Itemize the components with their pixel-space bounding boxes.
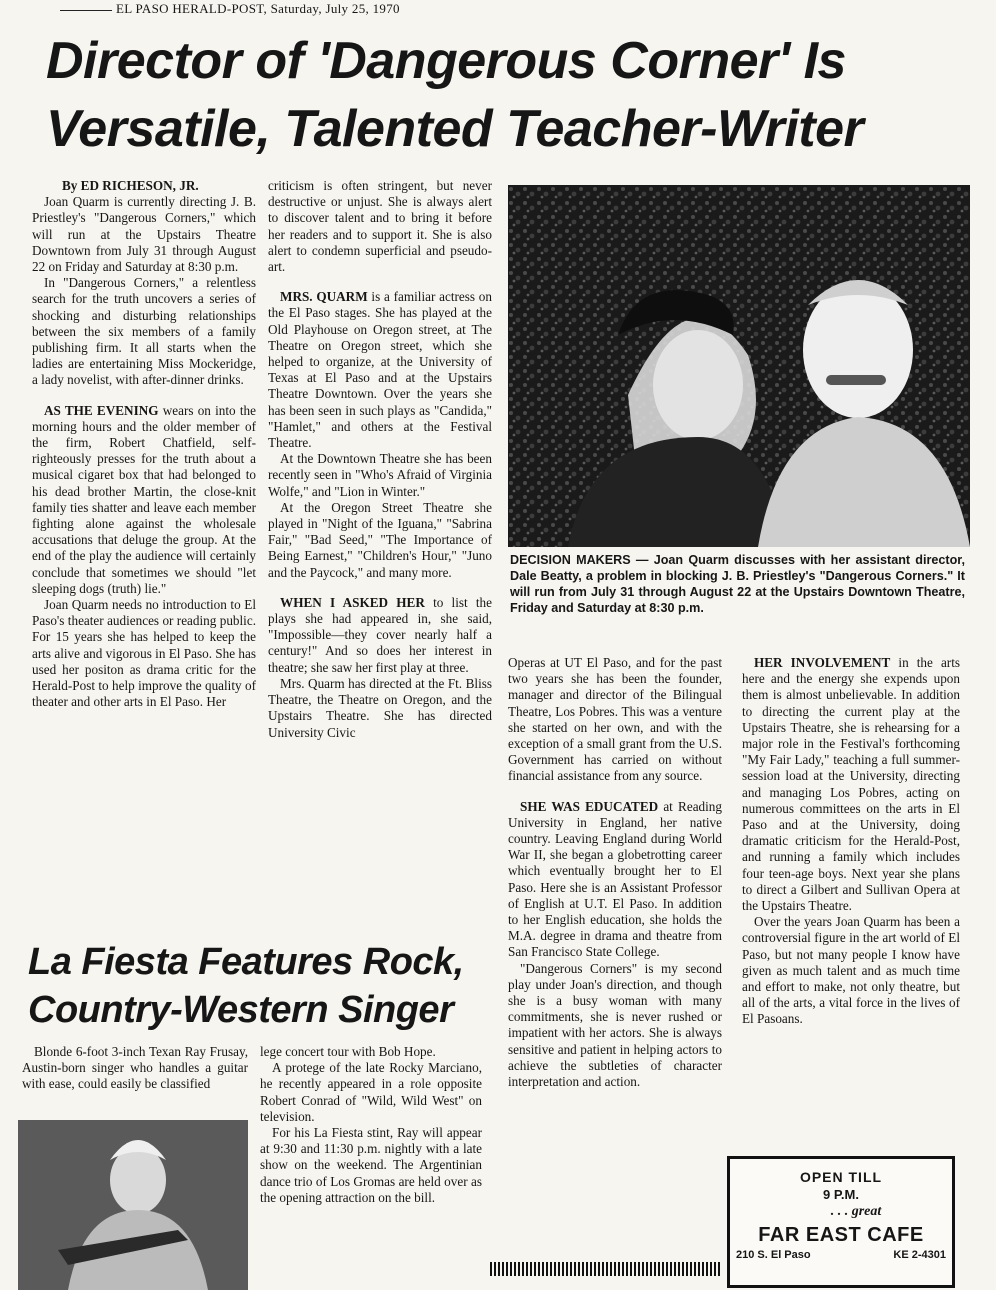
paragraph-lead: SHE WAS EDUCATED xyxy=(520,798,659,814)
paragraph-text: to list the plays she had appeared in, she said, "Impossible—they cover nearly half a century!" And so does her interest in theatre; she saw her first play at three. xyxy=(268,594,492,675)
paragraph-text: Operas at UT El Paso, and for the past two years she has been the founder, manager and director of the Bilingual Theatre, Los Pobres. This was a venture she started on her own, and with the exception of a small grant from the U.S. Government has carried on without financial assistance from any source. xyxy=(508,655,722,784)
paragraph xyxy=(508,655,722,785)
paragraph-text: A protege of the late Rocky Marciano, he recently appeared in a role opposite Robert Conrad of "Wild, Wild West" on television. xyxy=(260,1060,482,1124)
paragraph xyxy=(260,1060,482,1125)
paragraph xyxy=(32,403,256,597)
paragraph-text: is a familiar actress on the El Paso stages. She has played at the Old Playhouse on Oregon street, at The Theatre on Oregon street, which she helped to organize, at the University of Texas at El Paso and at the Upstairs Theatre Downtown. Over the years she has been seen in such plays as "Candida," "Hamlet," and others at the Festival Theatre. xyxy=(268,289,492,451)
paragraph xyxy=(260,1044,482,1060)
ad-business-name: FAR EAST CAFE xyxy=(758,1224,924,1246)
paragraph xyxy=(268,178,492,275)
paragraph-text: Mrs. Quarm has directed at the Ft. Bliss Theatre, the Theatre on Oregon, and the Upstairs Theatre. She has directed University Civic xyxy=(268,675,492,740)
paragraph-text: "Dangerous Corners" is my second play under Joan's direction, and though she is a busy woman with many commitments, she is never rushed or impatient with her actors. She is always sensitive and patient in helping actors to achieve the subtleties of character interpretation and action. xyxy=(508,960,722,1090)
photo-graphic xyxy=(508,185,970,547)
ad-address: 210 S. El Paso xyxy=(736,1249,811,1261)
paragraph-text: At the Oregon Street Theatre she played in "Night of the Iguana," "Sabrina Fair," "Bad Seed," "The Importance of Being Earnest," "Children's Hour," "Juno and the Paycock," and many more. xyxy=(268,499,492,580)
headline2-line-1: La Fiesta Features Rock, xyxy=(28,941,464,983)
paragraph-text: For his La Fiesta stint, Ray will appear at 9:30 and 11:30 p.m. nightly with a late show on the weekend. The Argentinian dance trio of Los Gromas are held over as the opening attraction on the bill. xyxy=(260,1125,482,1205)
print-rule xyxy=(490,1262,722,1276)
story2-column-2 xyxy=(260,1044,482,1279)
paragraph xyxy=(32,194,256,275)
paragraph xyxy=(32,178,256,194)
article-column-1 xyxy=(32,178,256,913)
paragraph xyxy=(268,676,492,741)
paragraph xyxy=(22,1044,248,1093)
headline-line-1: Director of 'Dangerous Corner' Is xyxy=(46,32,846,90)
paragraph-text: lege concert tour with Bob Hope. xyxy=(260,1044,436,1059)
paragraph-text: Over the years Joan Quarm has been a controversial figure in the art world of El Paso, but not many people I know have given as much talent and as much time and effort to make, not only theatre, but all of the arts, a vital force in the lives of El Pasoans. xyxy=(742,914,960,1027)
paragraph xyxy=(268,500,492,581)
ad-phone: KE 2-4301 xyxy=(893,1249,946,1261)
singer-photo-graphic xyxy=(18,1120,248,1290)
caption-lead: DECISION MAKERS xyxy=(510,553,631,567)
paragraph xyxy=(742,655,960,914)
paragraph-lead: WHEN I ASKED HER xyxy=(280,594,425,610)
paragraph-text: in the arts here and the energy she expends upon them is almost unbelievable. In addition to directing the current play at the Upstairs Theatre, she is rehearsing for a major role in the Festival's forthcoming "My Fair Lady," teaching a full summer-session load at the University, directing and managing Los Pobres, acting on numerous committees on the arts in El Paso and at the University, doing dramatic criticism for the Herald-Post, and running a family which includes four teen-age boys. Next year she plans to direct a Gilbert and Sullivan Opera at the Upstairs Theatre. xyxy=(742,655,960,914)
byline: By ED RICHESON, JR. xyxy=(62,178,199,193)
singer-photo xyxy=(18,1120,248,1290)
paragraph-text: at Reading University in England, her native country. Leaving England during World War II, she began a globetrotting career which eventually brought her to El Paso. Here she is an Assistant Professor of English at U.T. El Paso. In addition to her English education, she holds the M.A. degree in drama and theatre from San Francisco State College. xyxy=(508,798,722,960)
paragraph-text: criticism is often stringent, but never destructive or unjust. She is always alert to discover talent and to bring it before her readers and to support it. She is also alert to condemn superficial and pseudo-art. xyxy=(268,178,492,275)
caption-text: — Joan Quarm discusses with her assistant director, Dale Beatty, a problem in blocking J. B. Priestley's "Dangerous Corners." It will run from July 31 through August 22 at the Upstairs Downtown Theatre, Friday and Saturday at 8:30 p.m. xyxy=(510,553,966,615)
paragraph-text: Joan Quarm is currently directing J. B. Priestley's "Dangerous Corners," which will run at the Upstairs Theatre Downtown from July 31 through August 22 on Friday and Saturday at 8:30 p.m. xyxy=(32,194,256,275)
paragraph-text: Joan Quarm needs no introduction to El Paso's theater audiences or reading public. For 15 years she has helped to keep the arts alive and vigorous in El Paso. She has used her positon as drama critic for the Herald-Post to help improve the quality of theater and other arts in El Paso. Her xyxy=(32,597,256,710)
paragraph xyxy=(260,1125,482,1206)
paragraph-text: wears on into the morning hours and the older member of the firm, Robert Chatfield, self-righteously presses for the truth about a musical cigaret box that had belonged to his dead brother Martin, the close-knit family ties shatter and leave each member fighting alone against the wholesale accusations that deluge the group. At the end of the play the audience will certainly conclude that sometimes we should "let sleeping dogs (truth) lie." xyxy=(32,402,256,596)
decision-makers-photo xyxy=(508,185,970,547)
paragraph xyxy=(508,799,722,961)
paragraph xyxy=(268,595,492,676)
paragraph xyxy=(268,289,492,451)
paragraph-lead: HER INVOLVEMENT xyxy=(754,655,891,670)
headline-line-2: Versatile, Talented Teacher-Writer xyxy=(46,100,864,158)
headline2-line-2: Country-Western Singer xyxy=(28,989,454,1031)
ad-tagline: . . . great xyxy=(830,1204,882,1219)
article-column-2 xyxy=(268,178,492,913)
paragraph xyxy=(32,597,256,710)
paragraph-lead: AS THE EVENING xyxy=(44,402,159,418)
paragraph-lead: MRS. QUARM xyxy=(280,289,368,305)
story2-column-1 xyxy=(22,1044,248,1114)
article-column-4 xyxy=(742,655,960,1155)
masthead-text: EL PASO HERALD-POST, Saturday, July 25, 1970 xyxy=(116,1,400,16)
paragraph xyxy=(268,451,492,500)
far-east-cafe-ad xyxy=(727,1156,955,1288)
photo-caption xyxy=(510,552,965,616)
masthead xyxy=(60,0,560,18)
paragraph-text: Blonde 6-foot 3-inch Texan Ray Frusay, Austin-born singer who handles a guitar with ease, could easily be classified xyxy=(22,1044,248,1092)
paragraph-text: At the Downtown Theatre she has been recently seen in "Who's Afraid of Virginia Wolfe," and "Lion in Winter." xyxy=(268,451,492,499)
paragraph-text: In "Dangerous Corners," a relentless search for the truth uncovers a series of shocking and disturbing relationships between the six members of a family publishing firm. It all starts when the ladies are entertaining Miss Mockeridge, a lady novelist, with after-dinner drinks. xyxy=(32,275,256,388)
paragraph xyxy=(32,275,256,388)
ad-open-till: OPEN TILL xyxy=(799,1169,883,1185)
ad-hours: 9 P.M. xyxy=(823,1187,859,1202)
